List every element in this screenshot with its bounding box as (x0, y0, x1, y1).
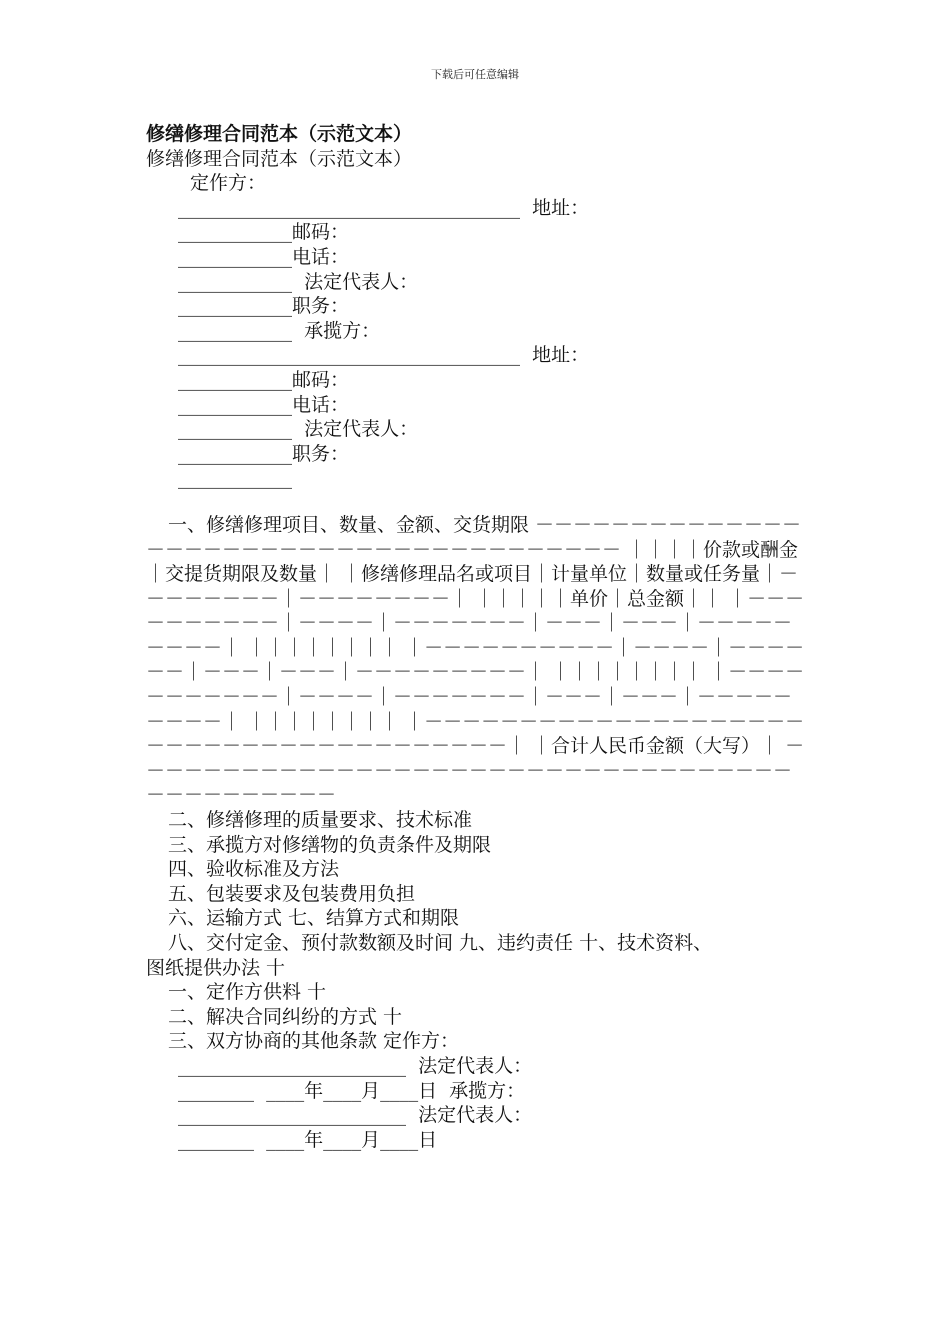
party-b-line: ____________职务： (178, 442, 350, 465)
signature-line: ________ ____年____月____日 承揽方： (178, 1079, 526, 1102)
section-item: 一、定作方供料 十 (168, 981, 327, 1004)
section-item: 四、验收标准及方法 (168, 858, 340, 881)
party-a-line: ____________电话： (178, 245, 350, 268)
party-a-line: ____________ 承揽方： (178, 319, 381, 342)
party-a-heading: 定作方： (190, 172, 267, 195)
party-b-line: ____________电话： (178, 393, 350, 416)
section-item: 五、包装要求及包装费用负担 (168, 882, 416, 905)
signature-line: ________ ____年____月____日 (178, 1128, 438, 1151)
document-title: 修缮修理合同范本（示范文本） (146, 123, 413, 145)
party-a-line: ____________邮码： (178, 221, 350, 244)
party-b-line: ____________邮码： (178, 368, 350, 391)
party-a-line: ____________职务： (178, 295, 350, 318)
section-item: 图纸提供办法 十 (146, 956, 286, 979)
party-b-line: ____________ (178, 467, 292, 490)
party-a-line: ____________________________________ 地址： (178, 196, 590, 219)
section-item: 三、双方协商的其他条款 定作方： (168, 1030, 460, 1053)
document-subtitle: 修缮修理合同范本（示范文本） (146, 147, 413, 170)
section-item: 二、修缮修理的质量要求、技术标准 (168, 809, 473, 832)
contract-document (146, 122, 810, 1152)
page-header-note: 下载后可任意编辑 (431, 68, 519, 81)
section-item: 二、解决合同纠纷的方式 十 (168, 1005, 403, 1028)
signature-line: ________________________ 法定代表人： (178, 1054, 533, 1077)
section-item: 六、运输方式 七、结算方式和期限 (168, 907, 460, 930)
party-b-line: ____________________________________ 地址： (178, 344, 590, 367)
section-item: 八、交付定金、预付款数额及时间 九、违约责任 十、技术资料、 (168, 932, 713, 954)
signature-line: ________________________ 法定代表人： (178, 1104, 533, 1127)
item-table-text: 一、修缮修理项目、数量、金额、交货期限 －－－－－－－－－－－－－－－－－－－－－－－－－－－－－－－－－－－－－－－ ｜｜｜｜价款或酬金｜交提货期限及数量｜ ｜修缮修理品名或项目｜计量单位｜数量或任务量｜－－－－－－－－｜－－－－－－－－｜ ｜｜｜｜｜单价｜总金额｜｜ ｜－－－－－－－－－－｜－－－－｜－－－－－－－｜－－－｜－－－｜－－－－－－－－－｜ ｜｜｜｜｜｜｜｜ ｜－－－－－－－－－－｜－－－－｜－－－－－－｜－－－｜－－－｜－－－－－－－－－｜ ｜｜｜｜｜｜｜｜ ｜－－－－－－－－－－－｜－－－－｜－－－－－－－｜－－－｜－－－｜－－－－－－－－－｜ ｜｜｜｜｜｜｜｜ ｜－－－－－－－－－－－－－－－－－－－－－－－－－－－－－－－－－－－－－－－｜ ｜合计人民币金额（大写）｜ －－－－－－－－－－－－－－－－－－－－－－－－－－－－－－－－－－－－－－－－－－－－－ (146, 513, 805, 807)
party-b-line: ____________ 法定代表人： (178, 418, 419, 441)
section-item: 三、承揽方对修缮物的负责条件及期限 (168, 833, 492, 856)
spacer (146, 491, 810, 513)
party-a-line: ____________ 法定代表人： (178, 270, 419, 293)
